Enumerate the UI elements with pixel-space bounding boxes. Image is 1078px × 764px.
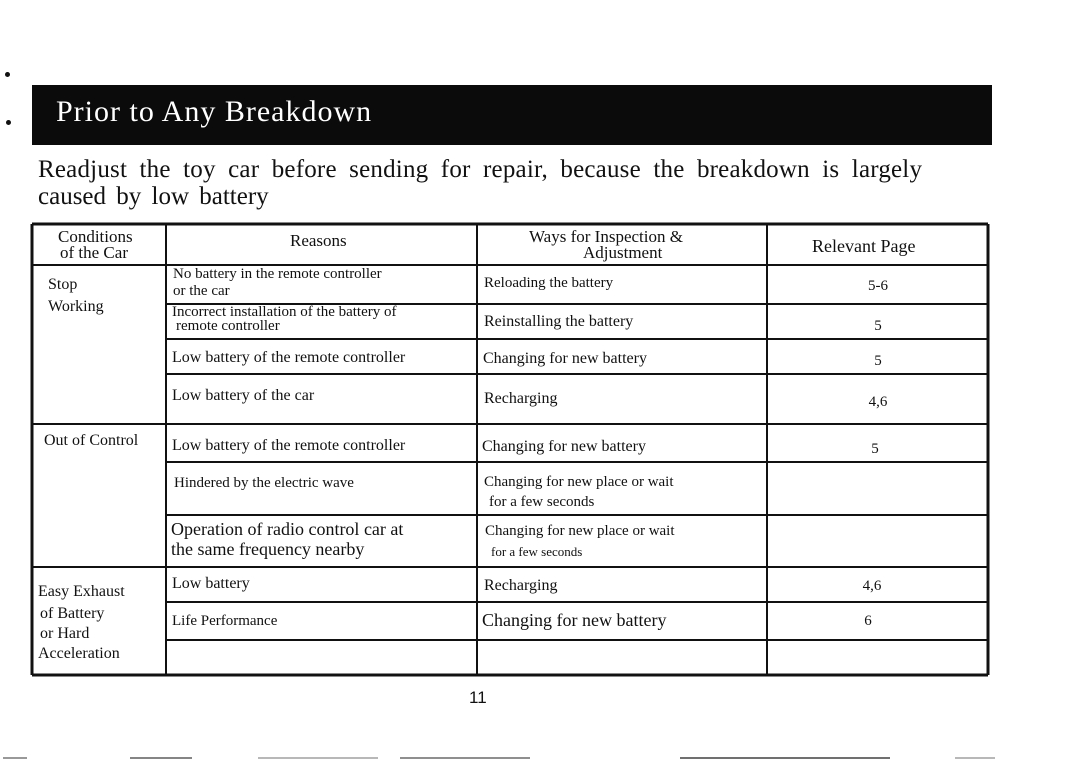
condition-easy-exhaust-3: or Hard [40, 625, 90, 642]
page-title: Prior to Any Breakdown [56, 95, 373, 128]
header-ways-line-2: Adjustment [583, 243, 663, 262]
intro-line-2: caused by low battery [38, 183, 269, 210]
way-cell: for a few seconds [489, 494, 595, 510]
condition-easy-exhaust-4: Acceleration [38, 645, 120, 662]
scan-artifact-line [955, 757, 995, 759]
way-cell: Reinstalling the battery [484, 313, 634, 330]
reason-cell: or the car [173, 283, 230, 299]
way-cell: for a few seconds [491, 544, 583, 559]
header-conditions-line-1: Conditions [58, 227, 133, 246]
way-cell: Changing for new battery [482, 438, 646, 455]
intro-paragraph [38, 156, 998, 210]
way-cell: Recharging [484, 577, 558, 594]
header-reasons: Reasons [290, 231, 347, 250]
page-cell: 6 [864, 613, 872, 629]
page-cell: 4,6 [862, 578, 882, 594]
reason-cell: No battery in the remote controller [173, 266, 382, 282]
condition-out-of-control: Out of Control [44, 432, 139, 449]
reason-cell: Low battery [172, 575, 250, 592]
way-cell: Changing for new battery [483, 350, 647, 367]
condition-easy-exhaust-2: of Battery [40, 605, 105, 622]
scan-artifact-line [680, 757, 890, 759]
page-cell: 5-6 [868, 278, 888, 294]
reason-cell: Low battery of the remote controller [172, 437, 406, 454]
reason-cell: Incorrect installation of the battery of [172, 304, 397, 320]
page-cell: 4,6 [868, 394, 888, 410]
reason-cell: Low battery of the remote controller [172, 349, 406, 366]
page-cell: 5 [874, 318, 882, 334]
page-number: 11 [469, 688, 487, 707]
title-banner [32, 85, 992, 145]
intro-line-1: Readjust the toy car before sending for repair, because the breakdown is largely [38, 156, 923, 183]
reason-cell: Operation of radio control car at [171, 519, 404, 539]
scan-artifact-line [3, 757, 27, 759]
way-cell: Changing for new place or wait [485, 523, 675, 539]
page-cell: 5 [871, 441, 879, 457]
way-cell: Changing for new place or wait [484, 474, 674, 490]
margin-dot-bottom [6, 120, 11, 125]
reason-cell: Hindered by the electric wave [174, 475, 354, 491]
margin-dot-top [5, 72, 10, 77]
condition-easy-exhaust-1: Easy Exhaust [38, 583, 125, 600]
scan-artifact-line [258, 757, 378, 759]
way-cell: Recharging [484, 390, 558, 407]
condition-stop-working-2: Working [48, 298, 104, 315]
header-conditions-line-2: of the Car [60, 243, 128, 262]
reason-cell: the same frequency nearby [171, 539, 365, 559]
scan-artifact-line [130, 757, 192, 759]
reason-cell: Low battery of the car [172, 387, 315, 404]
condition-stop-working-1: Stop [48, 276, 78, 293]
header-ways-line-1: Ways for Inspection & [529, 227, 683, 246]
reason-cell: remote controller [176, 318, 280, 334]
page-cell: 5 [874, 353, 882, 369]
scan-artifact-line [400, 757, 530, 759]
header-relevant-page: Relevant Page [812, 236, 916, 256]
way-cell: Reloading the battery [484, 275, 614, 291]
reason-cell: Life Performance [172, 613, 278, 629]
way-cell: Changing for new battery [482, 610, 667, 630]
